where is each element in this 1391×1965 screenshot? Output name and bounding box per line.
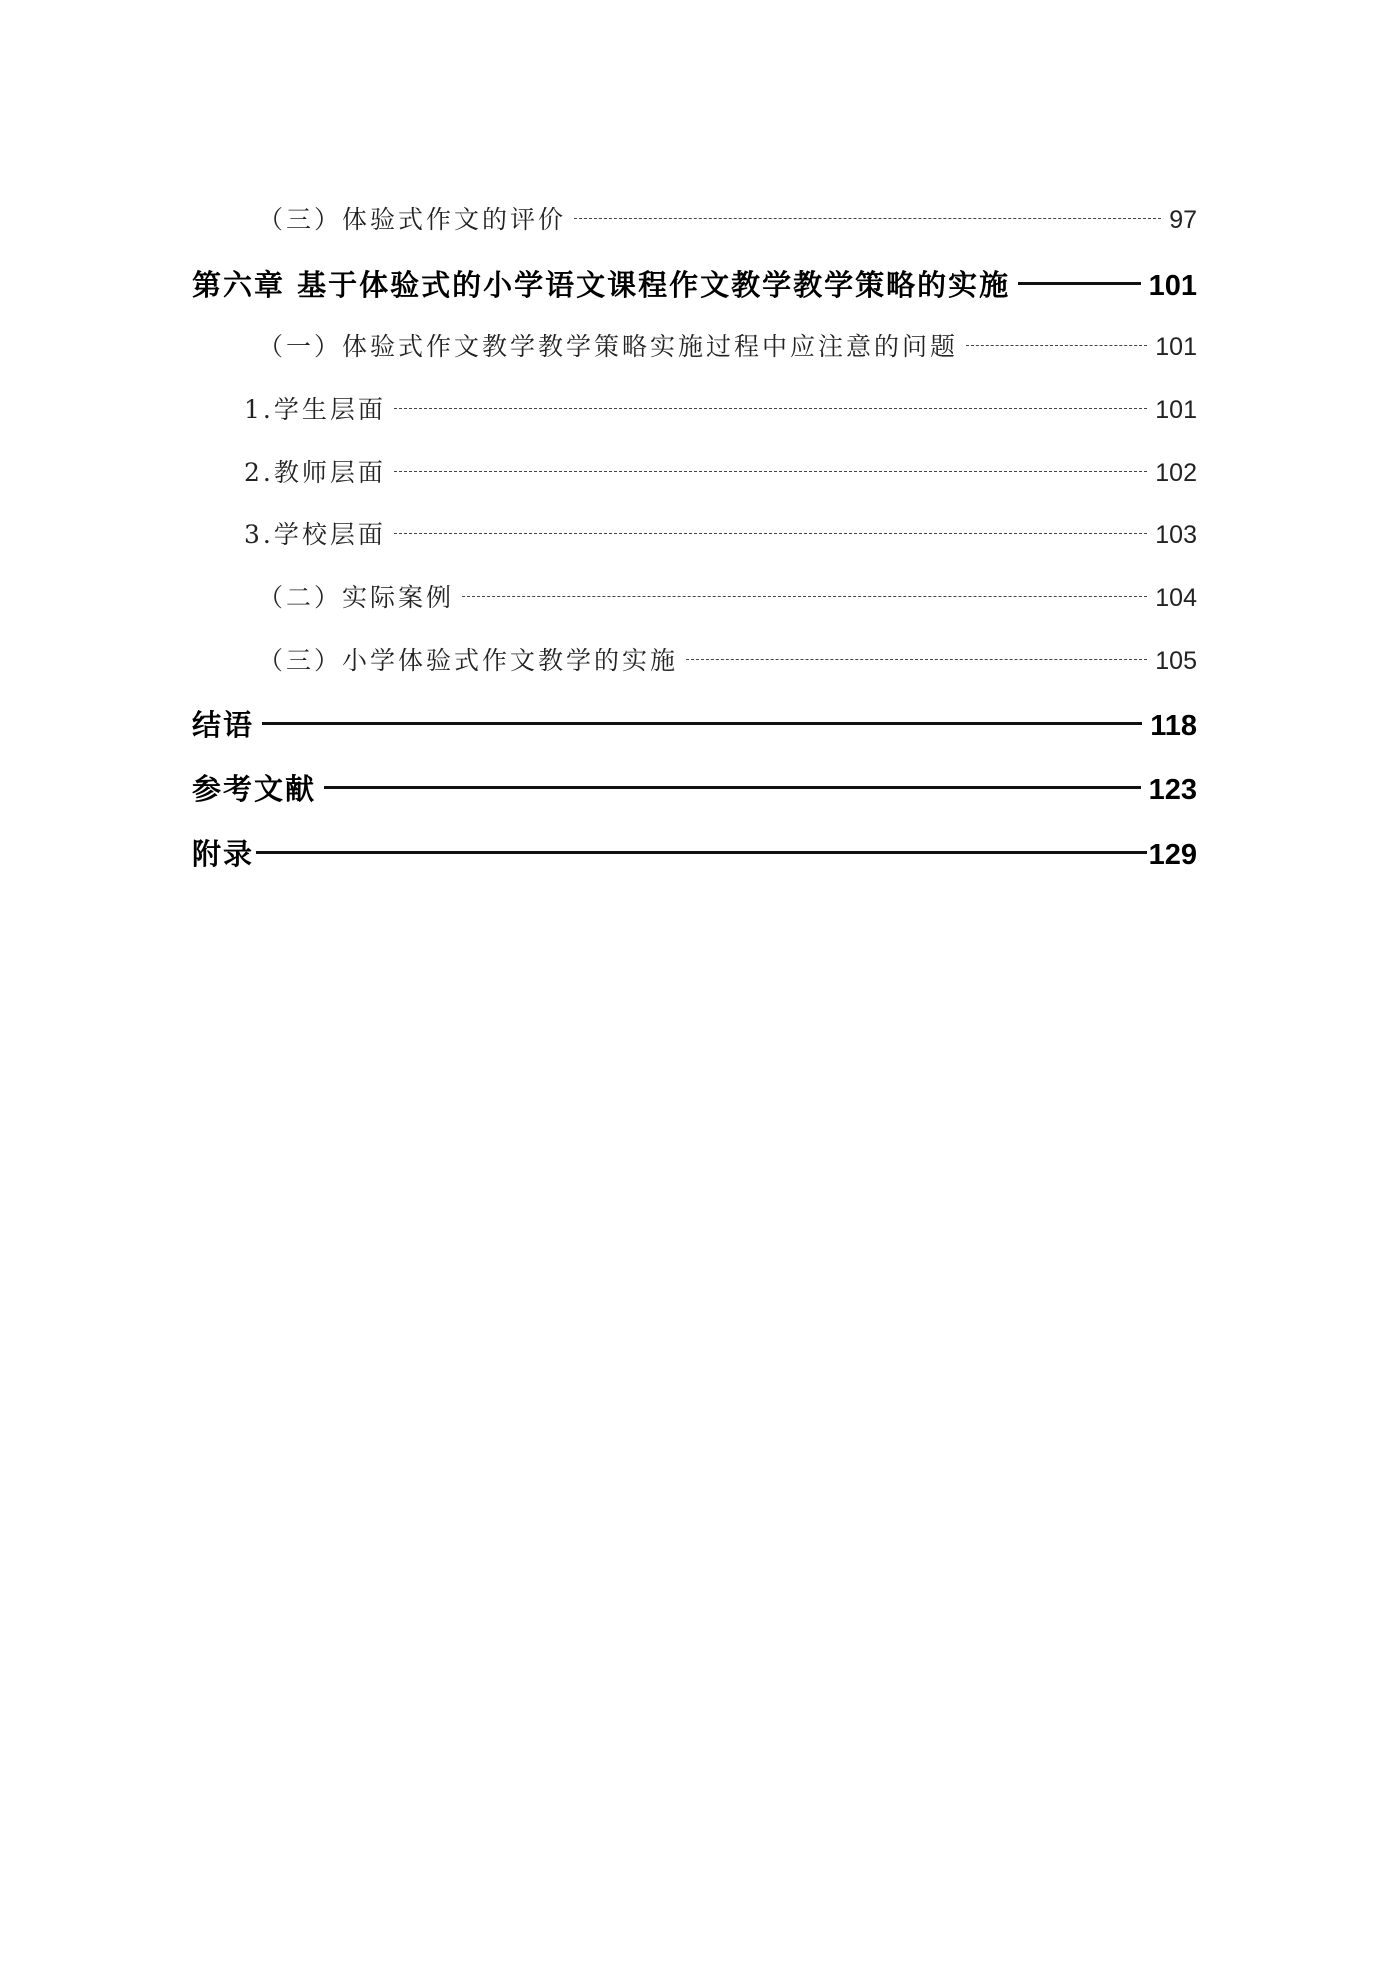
toc-entry-evaluation[interactable] (0, 200, 1391, 236)
toc-entry-page: 118 (1150, 710, 1197, 742)
toc-entry-title: 结语 (192, 708, 255, 742)
toc-entry-title: 参考文献 (192, 772, 317, 806)
toc-entry-title: 附录 (192, 837, 255, 871)
toc-leader-dashes (394, 533, 1147, 534)
toc-entry-title: 第六章 基于体验式的小学语文课程作文教学教学策略的实施 (192, 268, 1011, 302)
toc-entry-title: 2.教师层面 (244, 458, 386, 487)
toc-entry-conclusion[interactable] (0, 703, 1391, 744)
toc-entry-chapter-six[interactable] (0, 263, 1391, 304)
toc-entry-issues[interactable] (0, 327, 1391, 363)
toc-entry-title: 3.学校层面 (244, 520, 386, 549)
toc-entry-title: 1.学生层面 (244, 395, 386, 424)
toc-leader-line (324, 786, 1141, 789)
toc-entry-page: 105 (1155, 647, 1197, 675)
toc-entry-student-level[interactable] (0, 390, 1391, 426)
toc-entry-school-level[interactable] (0, 515, 1391, 551)
toc-leader-line (1018, 282, 1141, 285)
toc-leader-dashes (394, 471, 1147, 472)
toc-entry-references[interactable] (0, 767, 1391, 808)
toc-leader-line (262, 722, 1142, 725)
toc-leader-line (256, 851, 1147, 854)
toc-entry-page: 101 (1155, 333, 1197, 361)
toc-entry-case-study[interactable] (0, 578, 1391, 614)
toc-entry-page: 129 (1148, 839, 1197, 871)
toc-leader-dashes (686, 659, 1147, 660)
toc-entry-page: 103 (1155, 521, 1197, 549)
toc-entry-page: 102 (1155, 459, 1197, 487)
toc-entry-page: 101 (1155, 396, 1197, 424)
toc-entry-title: （三）体验式作文的评价 (258, 205, 567, 234)
toc-leader-dashes (394, 408, 1147, 409)
toc-entry-title: （二）实际案例 (258, 583, 455, 612)
toc-entry-page: 104 (1155, 584, 1197, 612)
toc-entry-implementation[interactable] (0, 641, 1391, 677)
toc-entry-page: 101 (1148, 270, 1197, 302)
toc-entry-title: （三）小学体验式作文教学的实施 (258, 646, 679, 675)
toc-entry-appendix[interactable] (0, 832, 1391, 873)
toc-entry-teacher-level[interactable] (0, 453, 1391, 489)
toc-leader-dashes (966, 345, 1147, 346)
toc-leader-dashes (462, 596, 1147, 597)
toc-leader-dashes (574, 218, 1161, 219)
toc-entry-title: （一）体验式作文教学教学策略实施过程中应注意的问题 (258, 332, 959, 361)
toc-entry-page: 123 (1148, 774, 1197, 806)
toc-entry-page: 97 (1169, 206, 1197, 234)
